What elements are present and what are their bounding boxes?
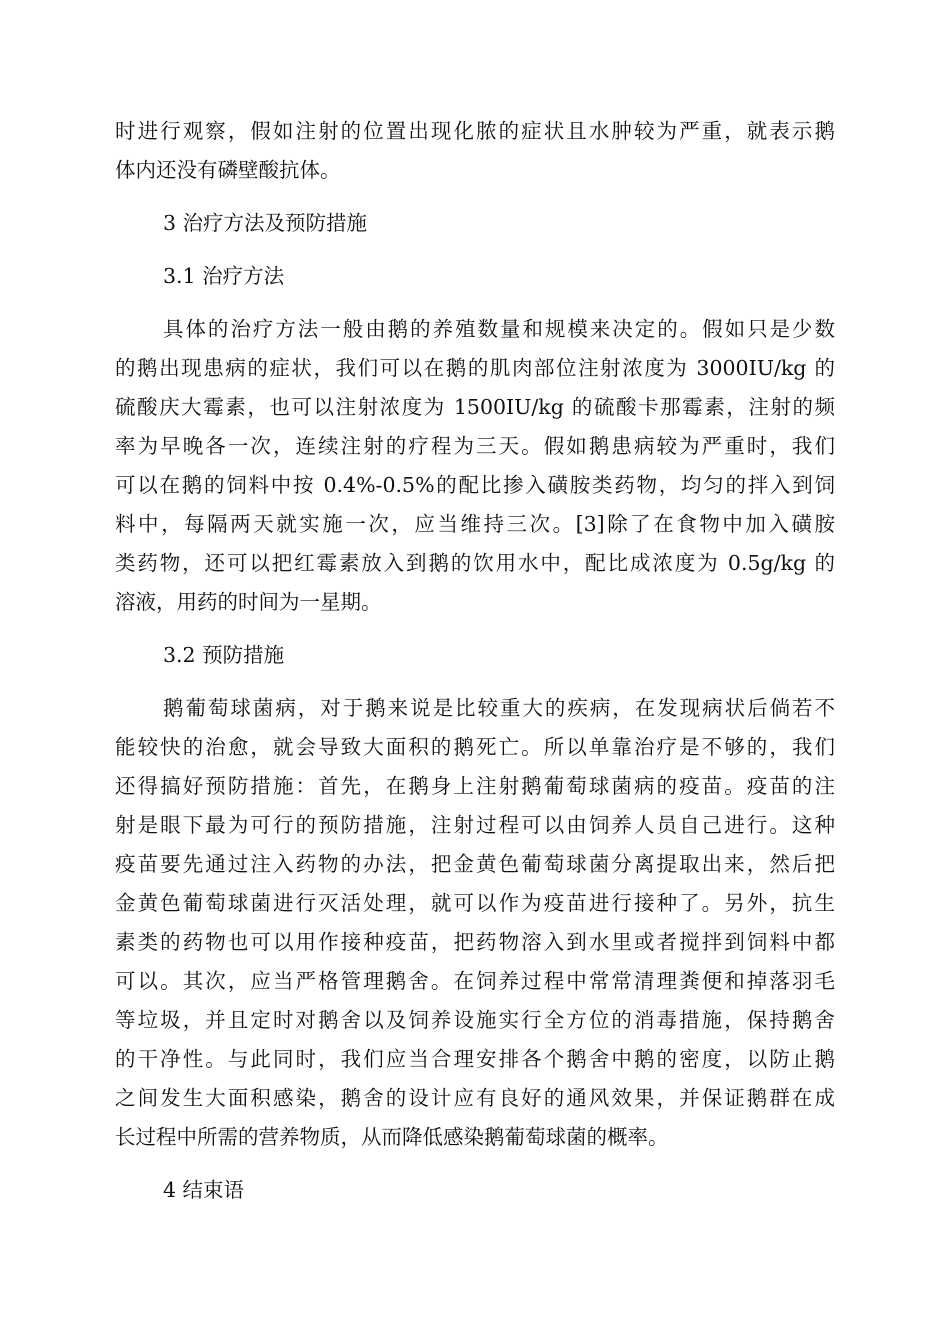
treatment-line-5: 可以在鹅的饲料中按 0.4%-0.5%的配比掺入磺胺类药物，均匀的拌入到饲 xyxy=(115,473,835,497)
prevention-line-12: 长过程中所需的营养物质，从而降低感染鹅葡萄球菌的概率。 xyxy=(115,1125,669,1149)
prevention-line-3: 还得搞好预防措施：首先，在鹅身上注射鹅葡萄球菌病的疫苗。疫苗的注 xyxy=(115,774,835,798)
intro-line-1: 时进行观察，假如注射的位置出现化脓的症状且水肿较为严重，就表示鹅 xyxy=(115,119,835,143)
prevention-line-9: 等垃圾，并且定时对鹅舍以及饲养设施实行全方位的消毒措施，保持鹅舍 xyxy=(115,1008,835,1032)
treatment-line-8: 溶液，用药的时间为一星期。 xyxy=(115,590,382,614)
heading-section-3-1: 3.1 治疗方法 xyxy=(163,264,285,288)
treatment-line-6: 料中，每隔两天就实施一次，应当维持三次。[3]除了在食物中加入磺胺 xyxy=(115,512,835,536)
intro-line-2: 体内还没有磷壁酸抗体。 xyxy=(115,158,341,182)
prevention-line-6: 金黄色葡萄球菌进行灭活处理，就可以作为疫苗进行接种了。另外，抗生 xyxy=(115,891,835,915)
treatment-line-4: 率为早晚各一次，连续注射的疗程为三天。假如鹅患病较为严重时，我们 xyxy=(115,434,835,458)
heading-section-3-2: 3.2 预防措施 xyxy=(163,643,285,667)
treatment-line-2: 的鹅出现患病的症状，我们可以在鹅的肌肉部位注射浓度为 3000IU/kg 的 xyxy=(115,356,835,380)
prevention-line-7: 素类的药物也可以用作接种疫苗，把药物溶入到水里或者搅拌到饲料中都 xyxy=(115,930,835,954)
treatment-line-7: 类药物，还可以把红霉素放入到鹅的饮用水中，配比成浓度为 0.5g/kg 的 xyxy=(115,551,835,575)
prevention-line-1: 鹅葡萄球菌病，对于鹅来说是比较重大的疾病，在发现病状后倘若不 xyxy=(163,696,835,720)
prevention-line-4: 射是眼下最为可行的预防措施，注射过程可以由饲养人员自己进行。这种 xyxy=(115,813,835,837)
heading-section-3: 3 治疗方法及预防措施 xyxy=(163,211,368,235)
prevention-line-2: 能较快的治愈，就会导致大面积的鹅死亡。所以单靠治疗是不够的，我们 xyxy=(115,735,835,759)
treatment-line-1: 具体的治疗方法一般由鹅的养殖数量和规模来决定的。假如只是少数 xyxy=(163,317,835,341)
prevention-line-10: 的干净性。与此同时，我们应当合理安排各个鹅舍中鹅的密度，以防止鹅 xyxy=(115,1047,835,1071)
heading-section-4: 4 结束语 xyxy=(163,1178,245,1202)
treatment-line-3: 硫酸庆大霉素，也可以注射浓度为 1500IU/kg 的硫酸卡那霉素，注射的频 xyxy=(115,395,835,419)
prevention-line-8: 可以。其次，应当严格管理鹅舍。在饲养过程中常常清理粪便和掉落羽毛 xyxy=(115,969,835,993)
prevention-line-5: 疫苗要先通过注入药物的办法，把金黄色葡萄球菌分离提取出来，然后把 xyxy=(115,852,835,876)
prevention-line-11: 之间发生大面积感染，鹅舍的设计应有良好的通风效果，并保证鹅群在成 xyxy=(115,1086,835,1110)
